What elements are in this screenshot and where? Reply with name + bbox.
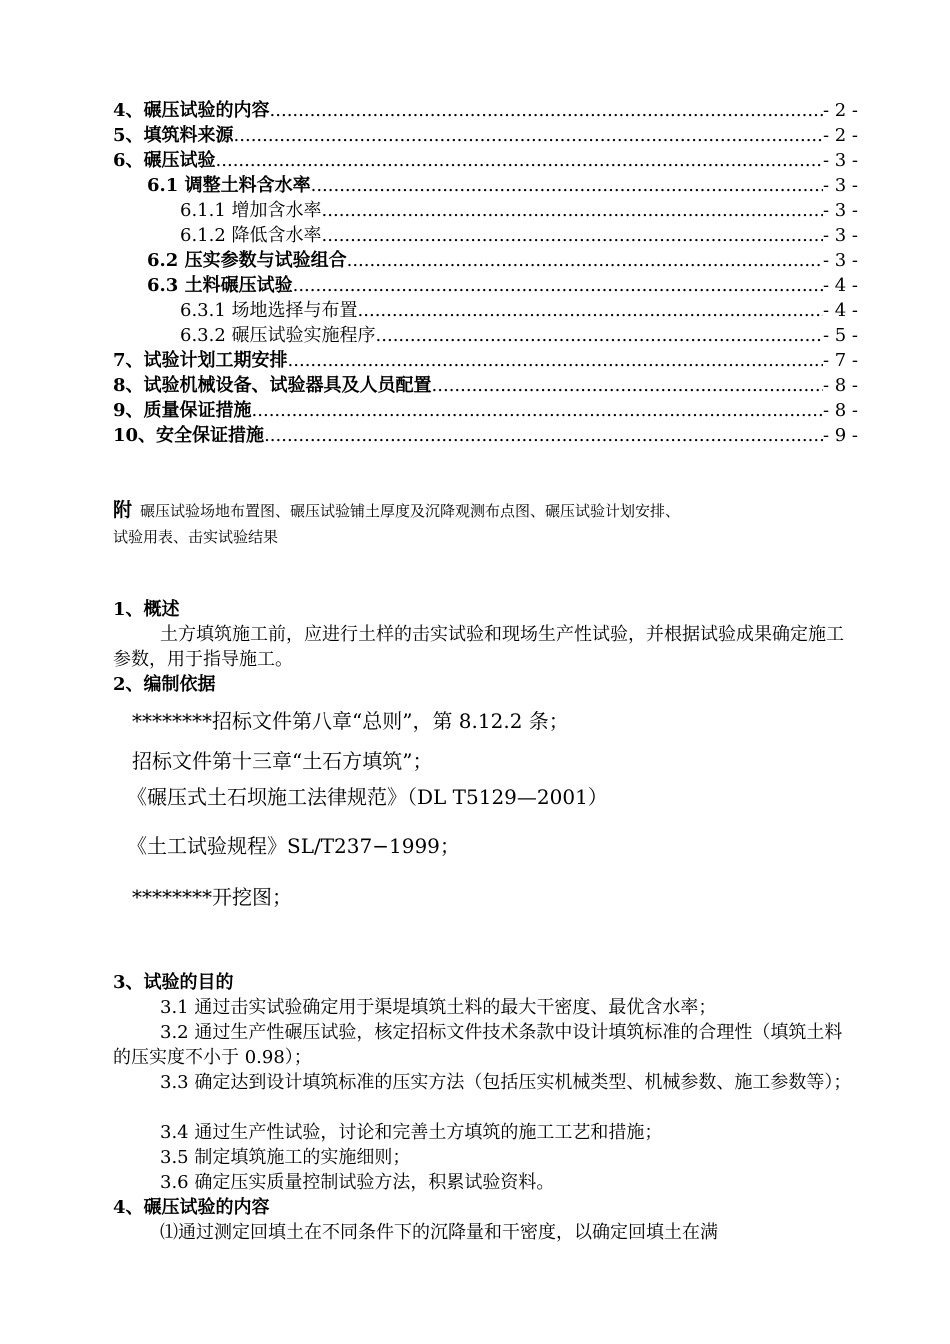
toc-entry[interactable] xyxy=(113,298,858,323)
toc-entry-page: - 4 - xyxy=(822,275,858,296)
toc-entry-page: - 2 - xyxy=(822,125,858,146)
toc-entry-label: 6.1.1 增加含水率 xyxy=(180,200,322,221)
toc-entry-page: - 4 - xyxy=(822,300,858,321)
toc-leader-dots xyxy=(376,323,823,348)
appendix-tag: 附 xyxy=(113,499,133,521)
toc-entry[interactable] xyxy=(113,123,858,148)
toc-leader-dots xyxy=(432,373,823,398)
toc-leader-dots xyxy=(311,173,823,198)
purpose-item: 3.1 通过击实试验确定用于渠堤填筑土料的最大干密度、最优含水率； xyxy=(160,997,717,1018)
appendix-line-2: 试验用表、击实试验结果 xyxy=(113,528,279,546)
appendix-line-1: 碾压试验场地布置图、碾压试验铺土厚度及沉降观测布点图、碾压试验计划安排、 xyxy=(140,502,681,520)
toc-entry-label: 6.3.1 场地选择与布置 xyxy=(180,300,358,321)
reference-item: ********招标文件第八章“总则”，第 8.12.2 条； xyxy=(132,709,569,733)
toc-entry-page: - 8 - xyxy=(822,400,858,421)
toc-entry[interactable] xyxy=(113,223,858,248)
toc-entry-page: - 5 - xyxy=(822,325,858,346)
toc-entry-page: - 9 - xyxy=(822,425,858,446)
section-2-title: 2、编制依据 xyxy=(113,674,216,695)
toc-leader-dots xyxy=(264,423,823,448)
toc-entry[interactable] xyxy=(113,348,858,373)
toc-entry-page: - 7 - xyxy=(822,350,858,371)
reference-item: 招标文件第十三章“土石方填筑”； xyxy=(132,749,433,773)
reference-item: 《土工试验规程》SL/T237−1999； xyxy=(127,834,460,858)
toc-entry[interactable] xyxy=(113,148,858,173)
toc-entry[interactable] xyxy=(113,198,858,223)
toc-entry[interactable] xyxy=(113,423,858,448)
toc-entry[interactable] xyxy=(113,98,858,123)
toc-leader-dots xyxy=(252,398,823,423)
purpose-item: 3.2 通过生产性碾压试验，核定招标文件技术条款中设计填筑标准的合理性（填筑土料的压实度不小于 0.98）； xyxy=(113,1022,843,1068)
toc-entry-label: 8、试验机械设备、试验器具及人员配置 xyxy=(113,375,432,396)
toc-entry[interactable] xyxy=(113,373,858,398)
purpose-item: 3.6 确定压实质量控制试验方法，积累试验资料。 xyxy=(160,1172,555,1193)
toc-entry[interactable] xyxy=(113,173,858,198)
toc-leader-dots xyxy=(293,273,823,298)
toc-entry-page: - 3 - xyxy=(822,200,858,221)
toc-leader-dots xyxy=(234,123,823,148)
section-1-title: 1、概述 xyxy=(113,599,180,620)
toc-entry-label: 6.1.2 降低含水率 xyxy=(180,225,322,246)
toc-entry-label: 6.1 调整土料含水率 xyxy=(147,175,311,196)
toc-entry-label: 6、碾压试验 xyxy=(113,150,216,171)
toc-leader-dots xyxy=(322,198,823,223)
reference-item: ********开挖图； xyxy=(132,885,292,909)
toc-entry-page: - 3 - xyxy=(822,225,858,246)
toc-entry-label: 5、填筑料来源 xyxy=(113,125,234,146)
toc-entry-page: - 8 - xyxy=(822,375,858,396)
appendix-note xyxy=(113,497,843,550)
toc-entry-label: 6.2 压实参数与试验组合 xyxy=(147,250,347,271)
toc-leader-dots xyxy=(347,248,823,273)
toc-entry-page: - 3 - xyxy=(822,175,858,196)
toc-leader-dots xyxy=(270,98,823,123)
toc-entry-label: 6.3.2 碾压试验实施程序 xyxy=(180,325,376,346)
toc-entry-page: - 2 - xyxy=(822,100,858,121)
section-4-paragraph: ⑴通过测定回填土在不同条件下的沉降量和干密度，以确定回填土在满 xyxy=(160,1222,718,1243)
purpose-item: 3.3 确定达到设计填筑标准的压实方法（包括压实机械类型、机械参数、施工参数等）； xyxy=(160,1072,852,1093)
table-of-contents xyxy=(113,98,858,448)
purpose-item: 3.4 通过生产性试验，讨论和完善土方填筑的施工工艺和措施； xyxy=(160,1122,663,1143)
toc-leader-dots xyxy=(288,348,823,373)
toc-entry-page: - 3 - xyxy=(822,150,858,171)
toc-entry-label: 7、试验计划工期安排 xyxy=(113,350,288,371)
toc-entry-page: - 3 - xyxy=(822,250,858,271)
toc-entry-label: 4、碾压试验的内容 xyxy=(113,100,270,121)
toc-leader-dots xyxy=(358,298,823,323)
section-4-title: 4、碾压试验的内容 xyxy=(113,1197,270,1218)
toc-leader-dots xyxy=(216,148,823,173)
toc-entry-label: 9、质量保证措施 xyxy=(113,400,252,421)
toc-entry-label: 6.3 土料碾压试验 xyxy=(147,275,293,296)
toc-entry[interactable] xyxy=(113,273,858,298)
toc-entry-label: 10、安全保证措施 xyxy=(113,425,265,446)
toc-entry[interactable] xyxy=(113,323,858,348)
reference-item: 《碾压式土石坝施工法律规范》（DL T5129—2001） xyxy=(127,785,608,809)
toc-leader-dots xyxy=(322,223,823,248)
toc-entry[interactable] xyxy=(113,398,858,423)
section-3-title: 3、试验的目的 xyxy=(113,972,234,993)
purpose-item: 3.5 制定填筑施工的实施细则； xyxy=(160,1147,411,1168)
toc-entry[interactable] xyxy=(113,248,858,273)
section-1-paragraph: 土方填筑施工前，应进行土样的击实试验和现场生产性试验，并根据试验成果确定施工参数，用于指导施工。 xyxy=(113,624,844,670)
